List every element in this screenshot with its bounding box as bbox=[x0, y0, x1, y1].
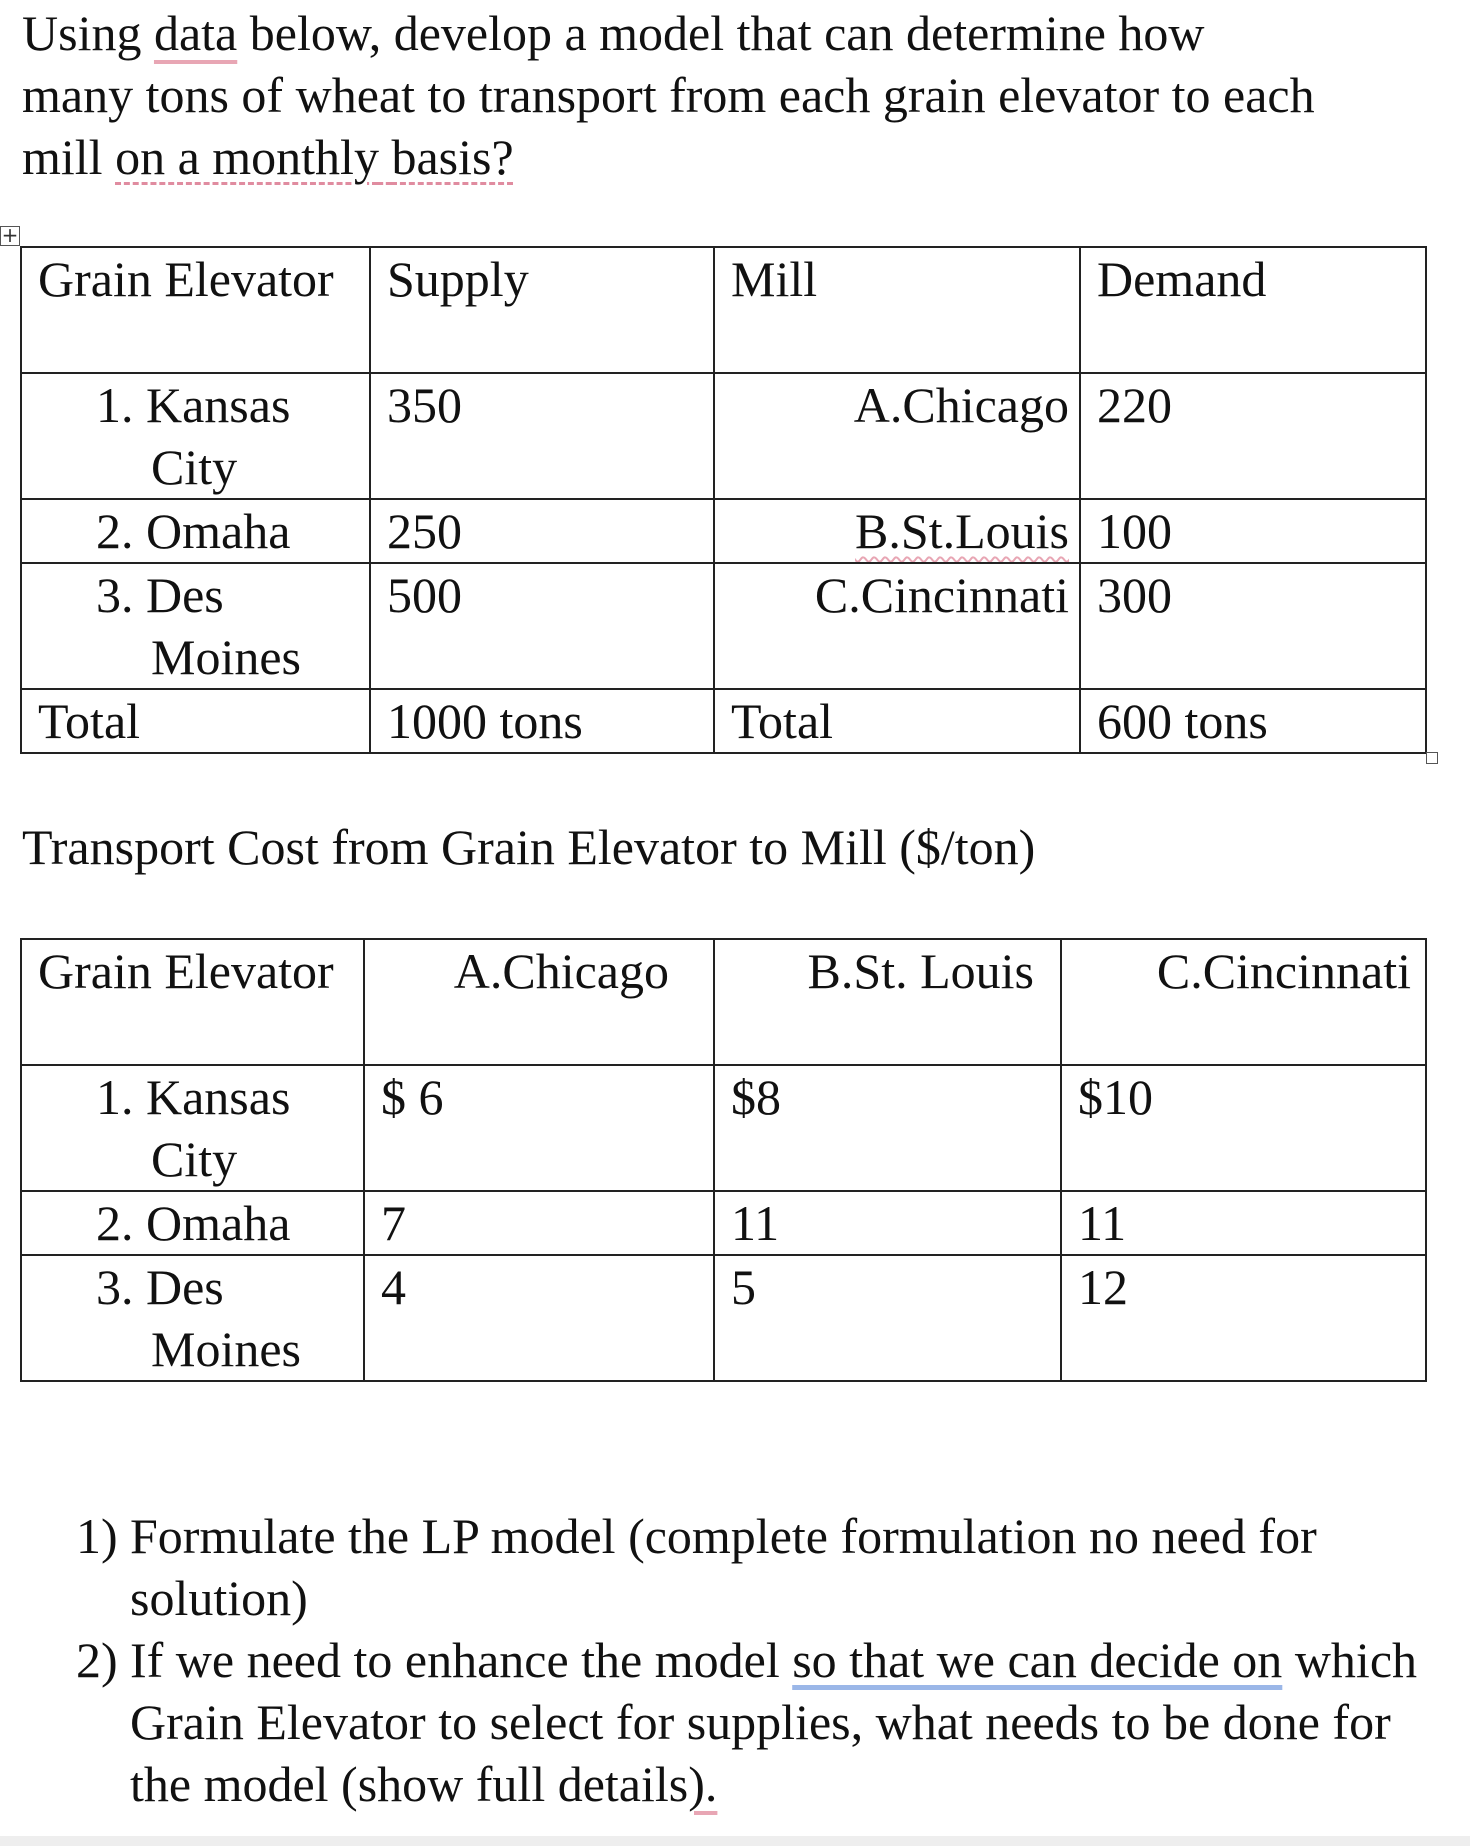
table-row bbox=[21, 563, 1426, 689]
demand-value: 220 bbox=[1080, 373, 1426, 499]
cost-cincinnati: $10 bbox=[1061, 1065, 1426, 1191]
list-item bbox=[76, 1505, 1446, 1629]
total-demand: 600 tons bbox=[1080, 689, 1426, 753]
cost-cincinnati: 11 bbox=[1061, 1191, 1426, 1255]
table-row bbox=[21, 1191, 1426, 1255]
total-mill-label: Total bbox=[714, 689, 1080, 753]
cost-cincinnati: 12 bbox=[1061, 1255, 1426, 1381]
header-st-louis: B.St. Louis bbox=[714, 939, 1061, 1065]
table-header-row bbox=[21, 939, 1426, 1065]
elevator-name: 1. Kansas City bbox=[96, 1069, 291, 1187]
table-row bbox=[21, 1255, 1426, 1381]
supply-value: 350 bbox=[370, 373, 714, 499]
demand-value: 100 bbox=[1080, 499, 1426, 563]
table-move-handle-icon[interactable]: + bbox=[1, 223, 19, 247]
supply-value: 500 bbox=[370, 563, 714, 689]
total-supply: 1000 tons bbox=[370, 689, 714, 753]
cost-chicago: $ 6 bbox=[364, 1065, 714, 1191]
question-text: If we need to enhance the model so that we can decide on which Grain Elevator to select for supplies, what needs to be done for the model (show full details). bbox=[130, 1632, 1418, 1812]
elevator-name: 2. Omaha bbox=[96, 1195, 291, 1251]
header-grain-elevator: Grain Elevator bbox=[21, 247, 370, 373]
header-grain-elevator: Grain Elevator bbox=[21, 939, 364, 1065]
mill-name[interactable]: B.St.Louis bbox=[855, 503, 1069, 559]
cost-chicago: 4 bbox=[364, 1255, 714, 1381]
table-row bbox=[21, 499, 1426, 563]
header-mill: Mill bbox=[714, 247, 1080, 373]
header-chicago: A.Chicago bbox=[364, 939, 714, 1065]
list-number: 2) bbox=[76, 1632, 118, 1688]
grammar-flag[interactable]: on a monthly basis? bbox=[115, 129, 514, 185]
cost-chicago: 7 bbox=[364, 1191, 714, 1255]
cost-st-louis: $8 bbox=[714, 1065, 1061, 1191]
grammar-flag[interactable]: so that we can decide on bbox=[792, 1632, 1283, 1688]
table-row bbox=[21, 1065, 1426, 1191]
page-bottom-edge bbox=[0, 1836, 1470, 1846]
elevator-name: 3. Des Moines bbox=[96, 1259, 301, 1377]
supply-value: 250 bbox=[370, 499, 714, 563]
mill-name: A.Chicago bbox=[714, 373, 1080, 499]
list-item bbox=[76, 1629, 1446, 1815]
transport-cost-table bbox=[20, 938, 1427, 1382]
cost-table-title: Transport Cost from Grain Elevator to Mill ($/ton) bbox=[22, 819, 1036, 875]
supply-demand-table bbox=[20, 246, 1427, 754]
header-supply: Supply bbox=[370, 247, 714, 373]
mill-name: C.Cincinnati bbox=[714, 563, 1080, 689]
intro-line-2: many tons of wheat to transport from each grain elevator to each bbox=[22, 67, 1315, 123]
spelling-flag[interactable]: ). bbox=[688, 1756, 718, 1812]
table-resize-handle-icon[interactable] bbox=[1426, 752, 1438, 764]
table-row bbox=[21, 373, 1426, 499]
cost-st-louis: 5 bbox=[714, 1255, 1061, 1381]
elevator-name: 1. Kansas City bbox=[96, 377, 291, 495]
header-cincinnati: C.Cincinnati bbox=[1061, 939, 1426, 1065]
total-label: Total bbox=[21, 689, 370, 753]
spelling-flag[interactable]: data bbox=[153, 5, 238, 61]
list-number: 1) bbox=[76, 1508, 118, 1564]
header-demand: Demand bbox=[1080, 247, 1426, 373]
elevator-name: 3. Des Moines bbox=[96, 567, 301, 685]
intro-line-3: mill on a monthly basis? bbox=[22, 129, 514, 185]
demand-value: 300 bbox=[1080, 563, 1426, 689]
cost-st-louis: 11 bbox=[714, 1191, 1061, 1255]
intro-line-1: Using data below, develop a model that can determine how bbox=[22, 5, 1205, 61]
questions-list bbox=[76, 1505, 1446, 1815]
elevator-name: 2. Omaha bbox=[96, 503, 291, 559]
question-text: Formulate the LP model (complete formulation no need for solution) bbox=[130, 1508, 1317, 1626]
table-total-row bbox=[21, 689, 1426, 753]
intro-paragraph bbox=[22, 2, 1442, 188]
table-header-row bbox=[21, 247, 1426, 373]
